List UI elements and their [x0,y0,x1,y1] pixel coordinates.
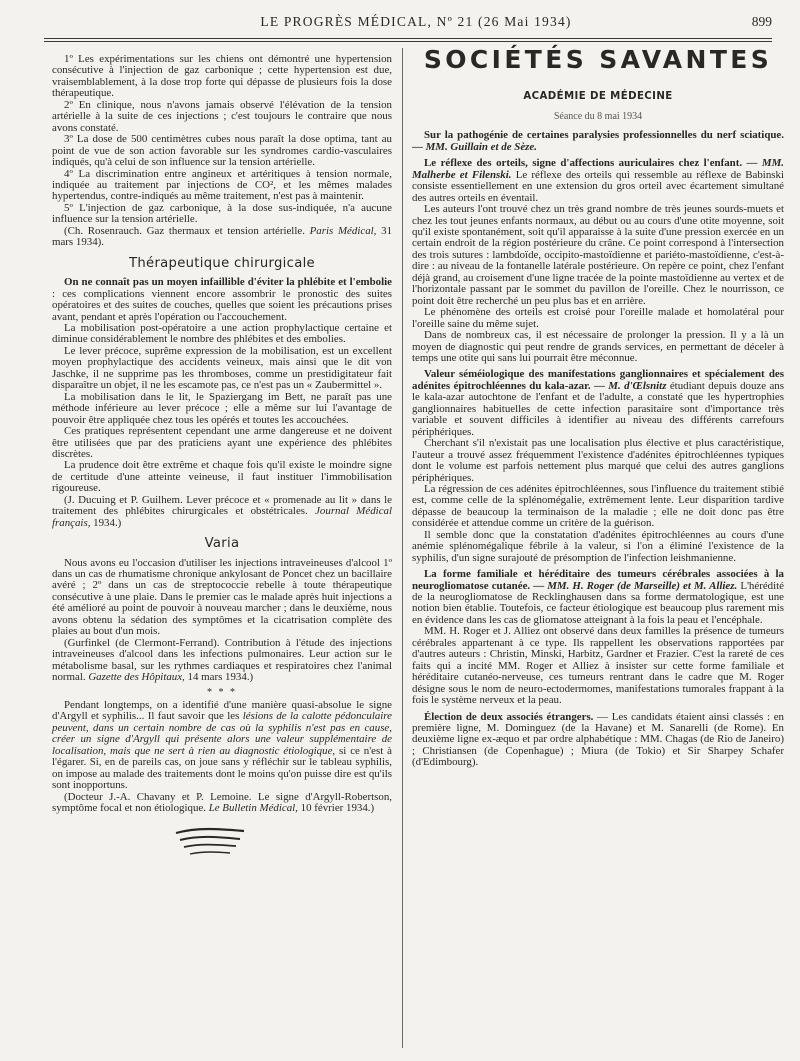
varia-paragraph-2: Pendant longtemps, on a identifié d'une manière quasi-absolue le signe d'Argyll et syphilis... Il faut savoir que les lésions de la calotte pédonculaire peuvent, dans un certain nombre de cas où la syphilis n'est pas en cause, créer un signe d'Argyll qui présente alors une valeur supplémentaire de localisation, mais que ne sert à rien au diagnostic étiologique, si ce n'est à l'égarer. Si, en de pareils cas, on joue sans y réfléchir sur le tableau syphilis, on impose au malade des traitements dont le moins qu'on puisse dire est qu'ils sont inopportuns. [52,699,392,792]
article [412,130,784,153]
academy-heading: ACADÉMIE DE MÉDECINE [523,91,673,103]
intro-paragraph: 4º La discrimination entre angineux et artéritiques à tension normale, indiquée au traitement par injections de CO², et les mêmes malades hypertendus, contre-indiqués au même traitement, n'est pas à maintenir. [52,167,392,203]
intro-paragraph: 5º L'injection de gaz carbonique, à la dose sus-indiquée, n'a aucune influence sur la tension artérielle. [52,201,392,226]
intro-citation: (Ch. Rosenrauch. Gaz thermaux et tension artérielle. Paris Médical, 31 mars 1934). [52,224,393,249]
article-paragraph: Cherchant s'il n'existait pas une localisation plus élective et plus caractéristique, l'auteur a trouvé assez fréquemment l'existence d'adénites épitrochléennes typiques dont le volume est parfois nettement plus marqué que celui des autres ganglions périphériques. [412,437,784,484]
therapeutique-citation: (J. Ducuing et P. Guilhem. Lever précoce et « promenade au lit » dans le traitement des phlébites chirurgicales et obstétricales. Journal Médical français, 1934.) [52,493,392,529]
article-paragraph: Dans de nombreux cas, il est nécessaire de prolonger la pression. Il y a là un moyen de diagnostic qui peut rendre de grands services, en permettant de déceler à temps une otite qui sans lui pourrait être méconnue. [412,329,784,364]
therapeutique-heading: Thérapeutique chirurgicale [129,255,315,271]
page-header [60,14,772,36]
therapeutique-lead: On ne connaît pas un moyen infaillible d'éviter la phlébite et l'embolie : ces complications viennent encore assombrir le pronostic des suites opératoires et des suites de couches, quelles que soient les précautions prises avant, pendant et après l'opération ou l'accouchement. [52,276,392,323]
therapeutique-paragraph: La prudence doit être extrême et chaque fois qu'il existe le moindre signe de certitude d'une atteinte veineuse, il faut instituer l'immobilisation rigoureuse. [52,459,392,495]
varia-paragraphs [52,558,392,638]
article-title: Valeur séméiologique des manifestations ganglionnaires et spécialement des adénites épitrochléennes du kala-azar. — M. d'Œlsnitz étudiant depuis douze ans le kala-azar autochtone de l'enfant et de l'adulte, a constaté que les hypertrophies ganglionnaires habituelles de cette infection parasitaire sont d'importance très variable et souvent difficiles à identifier au niveau des différents carrefours périphériques. [412,368,784,438]
intro-paragraphs [52,54,392,226]
left-column [52,54,392,862]
article [412,569,784,706]
therapeutique-paragraph: Le lever précoce, suprême expression de la mobilisation, est un excellent moyen prophylactique des accidents veineux, mais ainsi que le dit von Jaschke, il ne supprime pas les thromboses, comme un prestidigitateur fait disparaître un objet, il ne les escamote pas, ce n'est pas un « Zaubermittel ». [52,344,392,392]
varia-heading: Varia [204,536,240,552]
article-paragraph: MM. H. Roger et J. Alliez ont observé dans deux familles la présence de tumeurs cérébrales appartenant à ce type. Ils rappellent les observations rapportées par d'autres auteurs : Christin, Minski, Harbitz, Gardner et Frazier. C'est la rareté de ces faits qui a incité MM. Roger et Alliez à insister sur cette forme familiale et héréditaire cutanéo-nerveuse, ces tumeurs rentrant dans le cadre que M. Roger désigne sous le nom de neuro-ectodermomes, manifestations tumorales frappant à la fois le système nerveux et la peau. [412,625,784,707]
article-authors: MM. Malherbe et Filenski. [412,157,784,181]
intro-paragraph: 3º La dose de 500 centimètres cubes nous paraît la dose optima, tant au point de vue de son action favorable sur les syndromes cardio-vasculaires indiqués, qu'à celui de son influence sur la tension artérielle. [52,133,392,169]
section-stars: * * * [207,686,237,698]
article-title: Sur la pathogénie de certaines paralysies professionnelles du nerf sciatique. — MM. Guillain et de Sèze. [412,129,784,153]
article-title: La forme familiale et héréditaire des tumeurs cérébrales associées à la neurogliomatose cutanée. — MM. H. Roger (de Marseille) et M. Alliez. L'hérédité de la neurogliomatose de Recklinghausen dans sa forme dermatologique, est une notion bien établie. Toutefois, ce facteur étiologique est beaucoup plus rarement mis en évidence dans les cas de gliomatose atteignant à la fois la peau et l'encéphale. [412,568,784,626]
articles-list [412,130,784,768]
article-title: Élection de deux associés étrangers. — Les candidats étaient ainsi classés : en première ligne, M. Dominguez (de la Havane) et M. Sanarelli (de Rome). En deuxième ligne ex-æquo et par ordre alphabétique : MM. Chagas (de Rio de Janeiro) ; Christiansen (de Copenhague) ; Miura (de Tokio) et Sir Sharpey Schafer (d'Edimbourg). [412,710,784,769]
therapeutique-paragraphs [52,323,392,495]
article [412,712,784,769]
page-number: 899 [751,14,772,29]
varia-citation-2: (Docteur J.-A. Chavany et P. Lemoine. Le signe d'Argyll-Robertson, symptôme focal et non étiologique. Le Bulletin Médical, 10 février 1934.) [52,790,392,815]
therapeutique-paragraph: Ces pratiques représentent cependant une arme dangereuse et ne doivent être utilisées que par des praticiens ayant une expérience des phlébites discrètes. [52,425,392,460]
column-divider [402,48,403,1048]
header-rule-2 [44,41,772,42]
article-authors: MM. H. Roger (de Marseille) et M. Alliez. [547,579,741,592]
article-title: Le réflexe des orteils, signe d'affections auriculaires chez l'enfant. — MM. Malherbe et Filenski. Le réflexe des orteils qui ressemble au réflexe de Babinski consiste essentiellement en une extension du gros orteil avec écartement simultané des autres orteils en éventail. [412,157,784,204]
article-authors: M. d'Œlsnitz [608,379,670,392]
article-authors: MM. Guillain et de Sèze. [425,140,537,153]
article [412,158,784,364]
section-banner: SOCIÉTÉS SAVANTES [423,45,773,74]
intro-paragraph: 2º En clinique, nous n'avons jamais observé l'élévation de la tension artérielle à la suite de ces injections ; c'est toujours le contraire que nous avons constaté. [52,98,392,134]
journal-title: LE PROGRÈS MÉDICAL, Nº 21 (26 Mai 1934) [260,14,572,29]
therapeutique-paragraph: La mobilisation dans le lit, le Spaziergang im Bett, ne paraît pas une méthode inférieure au lever précoce ; elle a même sur lui l'avantage de pouvoir être appliquée chez tous les opérés et toutes les accouchées. [52,390,392,426]
article-paragraph: La régression de ces adénites épitrochléennes, sous l'influence du traitement stibié est, comme celle de la splénomégalie, extrêmement lente. Leur disparition tardive dépasse de beaucoup la terminaison de la maladie ; elle ne doit donc pas être considérée et attendue comme un critère de la guérison. [412,482,784,530]
article-paragraph: Les auteurs l'ont trouvé chez un très grand nombre de très jeunes sourds-muets et chez les tout jeunes enfants normaux, au début ou au cours d'une otite moyenne, soit qu'il existe spontanément, soit qu'il apparaisse à la suite d'une pression exercée en un certain endroit de la région postérieure du crâne. Ce point correspond à l'intersection des trois sutures : lambdoïde, occipito-mastoïdienne et pariéto-mastoïdienne, c'est-à-dire : au niveau de la fontanelle latérale postérieure. On repère ce point, chez l'enfant déjà grand, au croisement d'une ligne tracée de la pointe mastoïdienne au vertex et de l'horizontale passant par le sommet du pavillon de l'oreille. Chez le nourrisson, ce point doit être recherché un peu plus bas et en arrière. [412,203,784,307]
header-rule [44,38,772,39]
article-paragraph: Il semble donc que la constatation d'adénites épitrochléennes au cours d'une anémie splénomégalique fébrile à la valeur, si l'on a éliminé l'existence de la syphilis, d'un signe surajouté de présomption de l'infection leishmanienne. [412,528,784,564]
varia-citation-1: (Gurfinkel (de Clermont-Ferrand). Contribution à l'étude des injections intraveineuses d'alcool dans les infections pulmonaires. Leur action sur le métabolisme basal, sur les rythmes cardiaques et respiratoires chez l'animal normal. Gazette des Hôpitaux, 14 mars 1934.) [52,636,392,684]
session-date: Séance du 8 mai 1934 [553,110,643,122]
right-column [412,45,784,769]
article [412,369,784,564]
end-flourish-icon [170,825,250,859]
therapeutique-paragraph: La mobilisation post-opératoire a une action prophylactique certaine et diminue considérablement le nombre des phlébites et des embolies. [52,321,392,346]
article-paragraph: Le phénomène des orteils est croisé pour l'oreille malade et homolatéral pour l'oreille saine du même sujet. [412,306,784,330]
intro-paragraph: 1º Les expérimentations sur les chiens ont démontré une hypertension consécutive à l'injection de gaz carbonique ; cette hypertension est due, vraisemblablement, à la dose trop forte qui dépasse de plusieurs fois la dose thérapeutique. [52,53,392,100]
varia-paragraph: Nous avons eu l'occasion d'utiliser les injections intraveineuses d'alcool 1º dans un cas de rhumatisme chronique ankylosant de Poncet chez un bacillaire avéré ; 2º dans un cas de streptococcie rebelle à toute thérapeutique consécutive à une plaie. Dans le premier cas le malade après huit injections a été amélioré au point de pouvoir à nouveau marcher ; dans le deuxième, nous avons obtenu la sédation des symptômes et la cicatrisation complète des plaies au bout d'un mois. [52,556,392,638]
